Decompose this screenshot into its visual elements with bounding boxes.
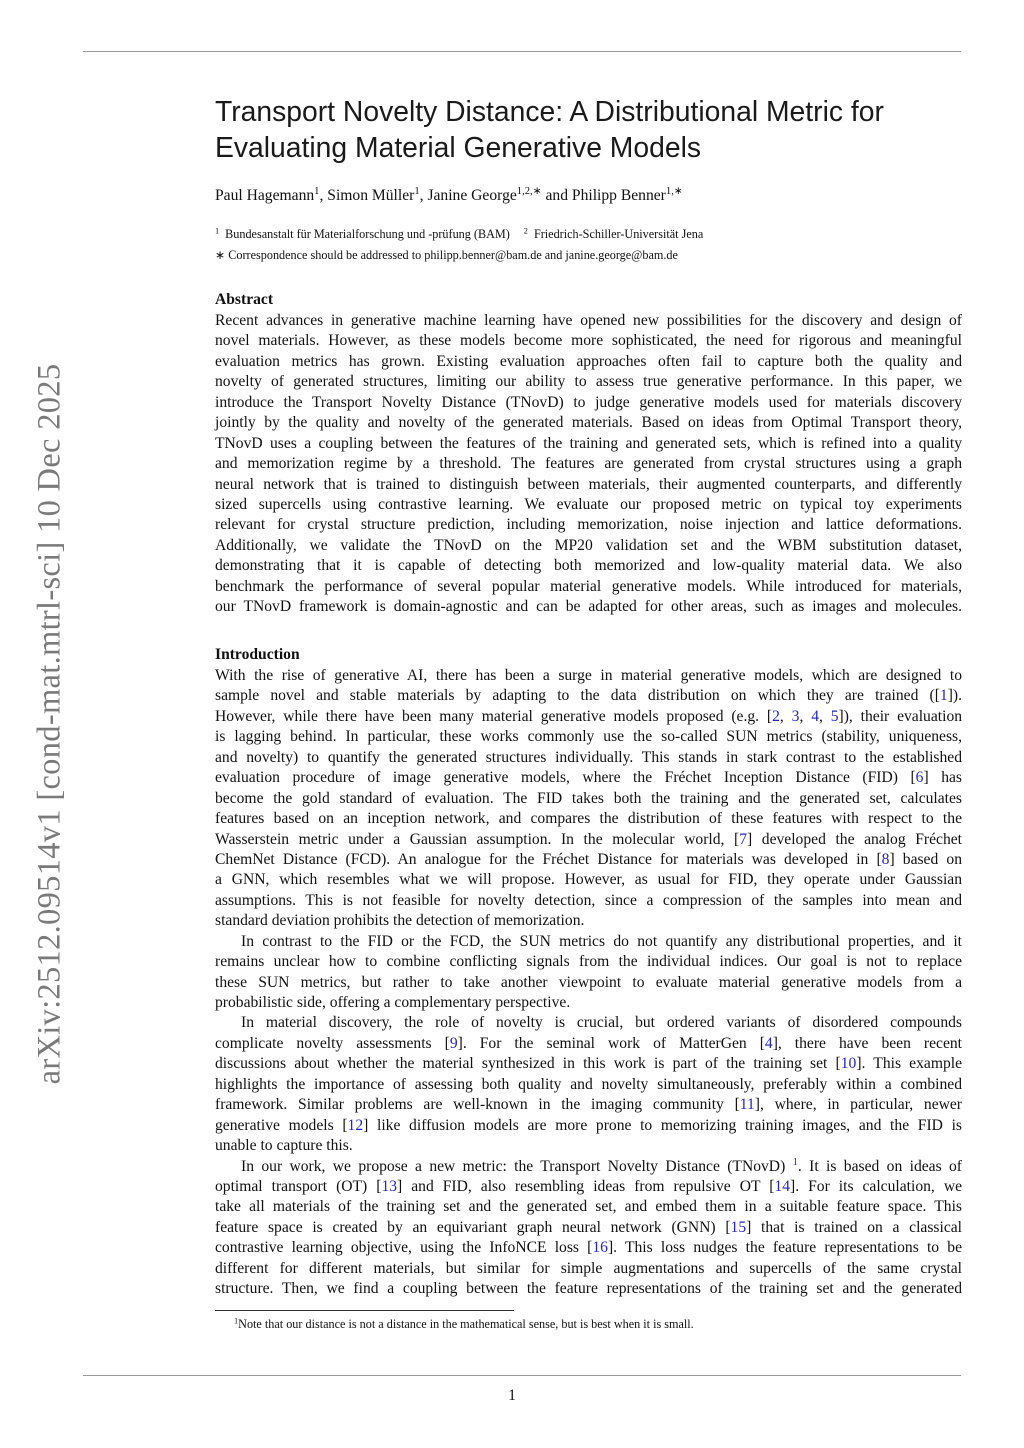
abstract-line: demonstrating that it is capable of detecting both memorized and low-quality material data. We also (215, 557, 962, 575)
text-run: ] based on (889, 850, 962, 868)
text-run: In our work, we propose a new metric: the Transport Novelty Distance (TNovD) (241, 1157, 793, 1175)
introduction-line (215, 1279, 962, 1299)
citation-link[interactable]: 2 (772, 707, 780, 725)
text-run: ]. This example (856, 1055, 962, 1073)
text-run: Wasserstein metric under a Gaussian assumption. In the molecular world, [ (215, 830, 740, 848)
text-run: With the rise of generative AI, there has been a surge in material generative models, which are designed to (215, 667, 962, 684)
text-run: a GNN, which resembles what we will propose. However, as usual for FID, they operate under Gaussian (215, 871, 962, 889)
introduction-line (215, 1259, 962, 1279)
citation-link[interactable]: 13 (381, 1177, 398, 1195)
paper-title: Transport Novelty Distance: A Distributional Metric for Evaluating Material Generative Models (215, 95, 884, 163)
introduction-line (215, 1116, 962, 1136)
footer-rule (83, 1375, 961, 1376)
introduction-line (215, 973, 962, 993)
introduction-line (215, 952, 962, 972)
author-name: Simon Müller (327, 187, 415, 204)
text-run: ]. For its calculation, we (790, 1177, 962, 1195)
introduction-line (215, 993, 962, 1013)
citation-link[interactable]: 4 (811, 707, 819, 725)
text-run: framework. Similar problems are well-known in the imaging community [ (215, 1096, 740, 1114)
text-run: probabilistic side, offering a complementary perspective. (215, 994, 571, 1011)
introduction-line (215, 1177, 962, 1197)
correspondence-note (215, 248, 678, 263)
introduction-line (215, 768, 962, 788)
abstract-line: our TNovD framework is domain-agnostic and can be adapted for other areas, such as images and molecules. (215, 598, 962, 616)
header-rule (83, 51, 961, 52)
introduction-line (215, 809, 962, 829)
abstract-line: introduce the Transport Novelty Distance (TNovD) to judge generative models used for materials discovery (215, 393, 962, 411)
abstract-line: benchmark the performance of several popular material generative models. While introduced for materials, (215, 577, 962, 595)
footnote-mark: 1 (234, 1316, 239, 1326)
introduction-line (215, 850, 962, 870)
abstract-body (215, 311, 962, 618)
abstract-line: sized supercells using contrastive learning. We evaluate our proposed metric on typical toy experiments (215, 495, 962, 513)
abstract-line: relevant for crystal structure prediction, including memorization, noise injection and lattice deformations. (215, 516, 962, 534)
introduction-line (215, 1034, 962, 1054)
correspondence-text: Correspondence should be addressed to philipp.benner@bam.de and janine.george@bam.de (228, 248, 678, 262)
footnote-text: Note that our distance is not a distance in the mathematical sense, but is best when it is small. (238, 1317, 694, 1331)
abstract-heading: Abstract (215, 291, 274, 308)
text-run: ] has (923, 769, 962, 787)
author-name: Paul Hagemann (215, 187, 315, 204)
text-run: highlights the importance of assessing both quality and novelty simultaneously, preferably within a combined (215, 1075, 962, 1093)
text-run: discussions about whether the material synthesized in this work is part of the training set [ (215, 1055, 841, 1073)
text-run: complicate novelty assessments [ (215, 1034, 450, 1052)
page-number: 1 (508, 1387, 516, 1404)
abstract-line: evaluation metrics has grown. Existing evaluation approaches often fail to capture both the quality and (215, 352, 962, 370)
text-run: ChemNet Distance (FCD). An analogue for the Fréchet Distance for materials was developed in [ (215, 850, 882, 868)
text-run: ] that is trained on a classical (746, 1218, 962, 1236)
citation-link[interactable]: 3 (791, 707, 800, 725)
introduction-line (215, 748, 962, 768)
citation-link[interactable]: 15 (730, 1218, 747, 1236)
abstract-line: novel materials. However, as these models become more sophisticated, the need for rigorous and meaningful (215, 332, 962, 350)
introduction-line (215, 830, 962, 850)
citation-link[interactable]: 4 (764, 1034, 773, 1052)
introduction-body (215, 666, 962, 1300)
text-run: , (819, 707, 831, 725)
author-name: Janine George (427, 187, 517, 204)
affiliation-mark: 1 (215, 226, 220, 236)
text-run: and novelty) to quantify the generated structures individually. This stands in stark contrast to the established (215, 748, 962, 766)
text-run: these SUN metrics, but rather to take another viewpoint to evaluate material generative models from a (215, 973, 962, 991)
citation-link[interactable]: 10 (840, 1055, 857, 1073)
arxiv-identifier-stamp: arXiv:2512.09514v1 [cond-mat.mtrl-sci] 10 Dec 2025 (31, 363, 68, 1085)
text-run: is lagging behind. In particular, these works commonly use the so-called SUN metrics (stability, uniqueness, (215, 728, 962, 746)
abstract-line: and memorization regime by a threshold. The features are generated from crystal structures using a graph (215, 455, 962, 473)
text-run: ] like diffusion models are more prone to memorizing training images, and the FID is (363, 1116, 962, 1134)
text-run: feature space is created by an equivariant graph neural network (GNN) [ (215, 1218, 731, 1236)
text-run: ]. This loss nudges the feature representations to be (607, 1239, 963, 1257)
citation-link[interactable]: 9 (449, 1034, 458, 1052)
introduction-heading: Introduction (215, 646, 300, 663)
citation-link[interactable]: 12 (347, 1116, 364, 1134)
affiliation-text: Friedrich-Schiller-Universität Jena (533, 227, 704, 241)
text-run: generative models [ (215, 1116, 348, 1134)
introduction-line (215, 707, 962, 727)
introduction-line (215, 1095, 962, 1115)
text-run: , (779, 707, 792, 725)
text-run: become the gold standard of evaluation. The FID takes both the training and the generated set, calculates (215, 789, 962, 807)
introduction-line (215, 1197, 962, 1217)
affiliation-text: Bundesanstalt für Materialforschung und -prüfung (BAM) (225, 227, 510, 241)
introduction-line (215, 789, 962, 809)
text-run: In material discovery, the role of novelty is crucial, but ordered variants of disordered compounds (241, 1014, 962, 1032)
text-run: contrastive learning objective, using the InfoNCE loss [ (215, 1239, 593, 1257)
text-run: assumptions. This is not feasible for novelty detection, since a compression of the samples into mean and (215, 891, 962, 909)
text-run: standard deviation prohibits the detection of memorization. (215, 912, 585, 930)
text-run: take all materials of the training set and the generated set, and embed them in a suitable feature space. This (215, 1198, 962, 1216)
text-run: However, while there have been many material generative models proposed (e.g. [ (215, 707, 773, 725)
author-separator: and (541, 187, 572, 204)
citation-link[interactable]: 8 (881, 850, 890, 868)
text-run: ]. For the seminal work of MatterGen [ (457, 1034, 765, 1052)
footnote-ref-link[interactable]: 1 (792, 1156, 798, 1168)
footnote-rule (215, 1310, 514, 1311)
introduction-line (215, 1013, 962, 1033)
abstract-line: neural network that is trained to distinguish between materials, their augmented counterparts, and differently (215, 475, 962, 493)
text-run: unable to capture this. (215, 1137, 353, 1155)
introduction-line (215, 1054, 962, 1074)
citation-link[interactable]: 7 (739, 830, 747, 848)
text-run: structure. Then, we find a coupling between the feature representations of the training set and the generated (215, 1280, 962, 1298)
author-name: Philipp Benner (571, 187, 666, 204)
text-run: ] and FID, also resembling ideas from repulsive OT [ (397, 1177, 775, 1195)
introduction-line (215, 1136, 962, 1156)
text-run: evaluation procedure of image generative models, where the Fréchet Inception Distance (FID) [ (215, 769, 916, 787)
text-run: sample novel and stable materials by adapting to the data distribution on which they are trained ([ (215, 687, 940, 705)
abstract-line: novelty of generated structures, limiting our ability to assess true generative performance. In this paper, we (215, 373, 962, 391)
text-run: optimal transport (OT) [ (215, 1177, 382, 1195)
author-list (215, 187, 683, 205)
text-run: ]), their evaluation (838, 707, 963, 725)
text-run: , (799, 707, 812, 725)
text-run: ], where, in particular, newer (754, 1096, 962, 1114)
introduction-line (215, 1157, 962, 1177)
abstract-line: Recent advances in generative machine learning have opened new possibilities for the discovery and design of (215, 312, 962, 329)
author-affiliation-mark: 1 (314, 186, 320, 198)
citation-link[interactable]: 5 (830, 707, 839, 725)
abstract-line: jointly by the quality and novelty of the generated materials. Based on ideas from Optimal Transport theory, (215, 414, 962, 432)
text-run: features based on an inception network, and compares the distribution of these features with respect to the (215, 810, 962, 828)
introduction-line (215, 911, 962, 931)
author-separator: , (319, 187, 328, 204)
text-run: ] developed the analog Fréchet (747, 830, 963, 848)
affiliation-mark: 2 (523, 226, 528, 236)
text-run: In contrast to the FID or the FCD, the SUN metrics do not quantify any distributional properties, and it (241, 932, 962, 950)
introduction-line (215, 1075, 962, 1095)
citation-link[interactable]: 16 (592, 1239, 608, 1257)
citation-link[interactable]: 1 (939, 687, 948, 705)
footnote (234, 1317, 694, 1332)
affiliation-list (215, 227, 703, 242)
introduction-line (215, 870, 962, 890)
author-affiliation-mark: 1,2,∗ (516, 186, 542, 198)
introduction-line (215, 932, 962, 952)
author-affiliation-mark: 1,∗ (665, 186, 683, 198)
author-separator: , (419, 187, 428, 204)
abstract-line: Additionally, we validate the TNovD on the MP20 validation set and the WBM substitution dataset, (215, 536, 962, 554)
correspondence-mark: ∗ (215, 248, 226, 262)
introduction-line (215, 891, 962, 911)
introduction-line (215, 666, 962, 686)
introduction-line (215, 1238, 962, 1258)
text-run: remains unclear how to combine conflicting signals from the individual indices. Our goal is not to replace (215, 953, 962, 971)
author-affiliation-mark: 1 (414, 186, 420, 198)
text-run: ]). (947, 687, 962, 705)
introduction-line (215, 727, 962, 747)
abstract-line: TNovD uses a coupling between the features of the training and generated sets, which is refined into a quality (215, 434, 962, 452)
text-run: . It is based on ideas of (797, 1157, 963, 1175)
introduction-line (215, 686, 962, 706)
introduction-line (215, 1218, 962, 1238)
citation-link[interactable]: 11 (739, 1096, 755, 1114)
text-run: different for different materials, but similar for simple augmentations and supercells of the same crystal (215, 1259, 962, 1277)
citation-link[interactable]: 14 (774, 1177, 791, 1195)
text-run: ], there have been recent (772, 1034, 963, 1052)
citation-link[interactable]: 6 (915, 769, 924, 787)
